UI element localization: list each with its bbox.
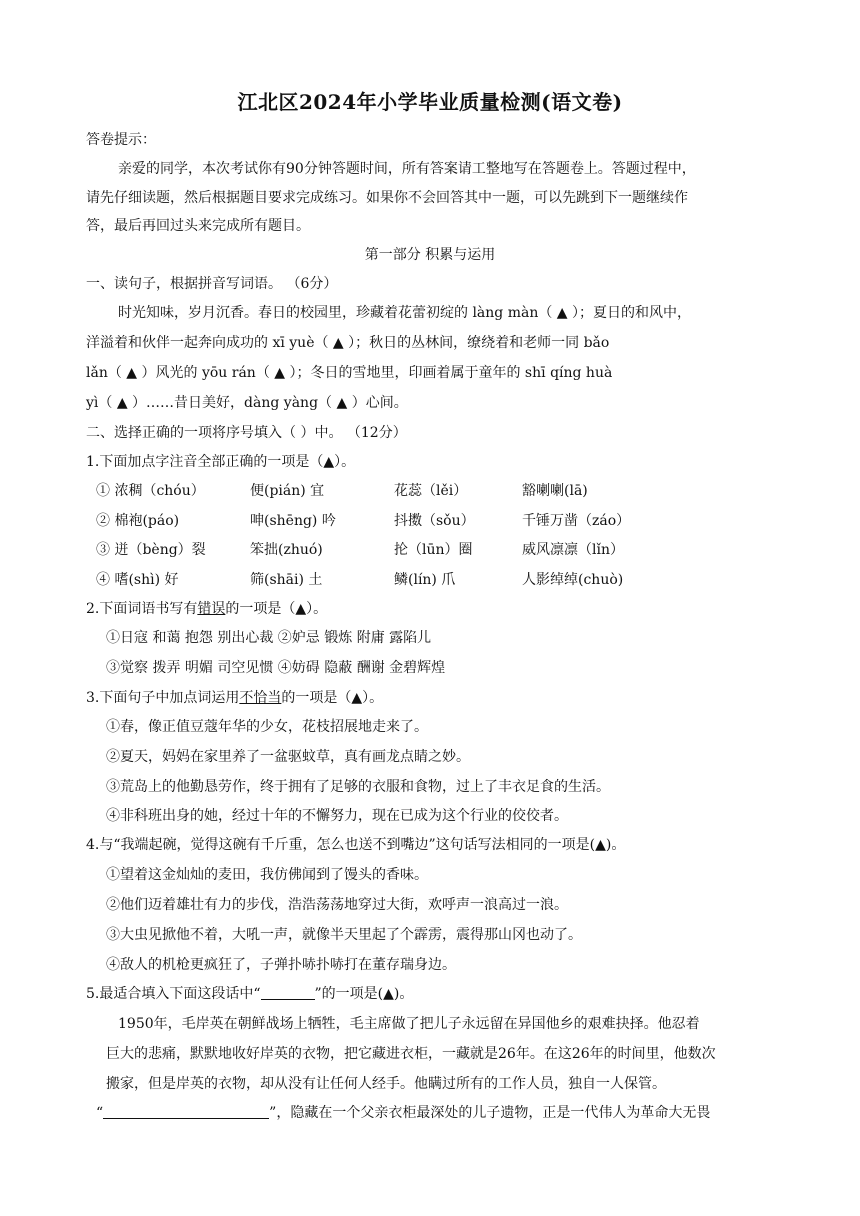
q2-4-stem: 4.与“我端起碗，觉得这碗有千斤重，怎么也送不到嘴边”这句话写法相同的一项是(▲)。 bbox=[86, 837, 626, 853]
stem-text: 的一项是（▲）。 bbox=[281, 690, 384, 706]
stem-text: 的一项是（▲）。 bbox=[225, 601, 328, 617]
option-cell: 抖擞（sǒu） bbox=[394, 513, 475, 529]
option-cell: 人影绰绰(chuò) bbox=[522, 572, 624, 588]
q2-3-row-1: ①春，像正值豆蔻年华的少女，花枝招展地走来了。 bbox=[106, 719, 428, 735]
q1-heading: 一、读句子，根据拼音写词语。 （6分） bbox=[86, 276, 338, 292]
para-text: ”，隐藏在一个父亲衣柜最深处的儿子遗物，正是一代伟人为革命大无畏 bbox=[269, 1105, 711, 1121]
q2-2-row-2: ③觉察 拨弄 明媚 司空见惯 ④妨碍 隐蔽 酬谢 金碧辉煌 bbox=[106, 660, 446, 676]
intro-line-1: 亲爱的同学，本次考试你有90分钟答题时间，所有答案请工整地写在答题卷上。答题过程中， bbox=[118, 161, 696, 177]
q1-line-3: lǎn（ ▲ ）风光的 yōu rán（ ▲ ）；冬日的雪地里，印画着属于童年的 shī qíng huà bbox=[86, 365, 613, 381]
option-cell: 豁喇喇(lā) bbox=[522, 483, 588, 499]
option-cell: ① 浓稠（chóu） bbox=[96, 483, 205, 499]
q2-1-stem: 1.下面加点字注音全部正确的一项是（▲）。 bbox=[86, 454, 356, 470]
option-cell: 抡（lūn）圈 bbox=[394, 542, 473, 558]
q2-3-row-4: ④非科班出身的她，经过十年的不懈努力，现在已成为这个行业的佼佼者。 bbox=[106, 808, 568, 824]
exam-title: 江北区2024年小学毕业质量检测(语文卷) bbox=[237, 90, 623, 114]
stem-text: ”的一项是(▲)。 bbox=[314, 986, 414, 1002]
option-cell: 威风凛凛（lǐn） bbox=[522, 542, 624, 558]
intro-line-3: 答，最后再回过头来完成所有题目。 bbox=[86, 218, 310, 234]
stem-text: 2.下面词语书写有 bbox=[86, 601, 198, 617]
option-cell: ④ 嗜(shì) 好 bbox=[96, 572, 179, 588]
intro-line-2: 请先仔细读题，然后根据题目要求完成练习。如果你不会回答其中一题，可以先跳到下一题继续作 bbox=[86, 190, 688, 206]
fill-blank bbox=[103, 1104, 269, 1119]
option-cell: 呻(shēng) 吟 bbox=[250, 513, 336, 529]
stem-underlined: 错误 bbox=[197, 601, 226, 617]
q2-4-row-3: ③大虫见掀他不着，大吼一声，就像半天里起了个霹雳，震得那山冈也动了。 bbox=[106, 927, 582, 943]
q2-5-stem bbox=[86, 984, 413, 1004]
q2-2-row-1: ①日寇 和蔼 抱怨 别出心裁 ②妒忌 锻炼 附庸 露陷儿 bbox=[106, 630, 432, 646]
q2-3-stem bbox=[86, 688, 383, 708]
option-cell: 笨拙(zhuó) bbox=[250, 542, 323, 558]
q2-4-row-1: ①望着这金灿灿的麦田，我仿佛闻到了馒头的香味。 bbox=[106, 867, 428, 883]
quote-open: “ bbox=[96, 1105, 104, 1121]
option-cell: 花蕊（lěi） bbox=[394, 483, 468, 499]
q1-line-1: 时光知味，岁月沉香。春日的校园里，珍藏着花蕾初绽的 làng màn（ ▲ ）；夏日的和风中， bbox=[118, 305, 692, 321]
q2-5-para-1: 1950年，毛岸英在朝鲜战场上牺牲，毛主席做了把儿子永远留在异国他乡的艰难抉择。他忍着 bbox=[118, 1016, 700, 1032]
option-cell: 筛(shāi) 土 bbox=[250, 572, 323, 588]
q2-heading: 二、选择正确的一项将序号填入（ ）中。 （12分） bbox=[86, 425, 407, 441]
option-cell: 千锤万凿（záo） bbox=[522, 513, 631, 529]
stem-text: 5.最适合填入下面这段话中“ bbox=[86, 986, 261, 1002]
q2-5-para-3: 搬家，但是岸英的衣物，却从没有让任何人经手。他瞒过所有的工作人员，独自一人保管。 bbox=[106, 1076, 666, 1092]
q2-3-row-3: ③荒岛上的他勤恳劳作，终于拥有了足够的衣服和食物，过上了丰衣足食的生活。 bbox=[106, 779, 610, 795]
option-cell: 鳞(lín) 爪 bbox=[394, 572, 456, 588]
option-cell: ③ 迸（bèng）裂 bbox=[96, 542, 206, 558]
fill-blank bbox=[261, 985, 315, 1000]
option-cell: ② 棉袍(páo) bbox=[96, 513, 180, 529]
q2-4-row-4: ④敌人的机枪更疯狂了，子弹扑哧扑哧打在董存瑞身边。 bbox=[106, 957, 456, 973]
q2-5-para-4 bbox=[96, 1103, 710, 1123]
q1-line-4: yì（ ▲ ）……昔日美好，dàng yàng（ ▲ ）心间。 bbox=[86, 395, 408, 411]
notes-label: 答卷提示： bbox=[86, 132, 156, 148]
q2-3-row-2: ②夏天，妈妈在家里养了一盆驱蚊草，真有画龙点睛之妙。 bbox=[106, 749, 470, 765]
part1-heading: 第一部分 积累与运用 bbox=[364, 247, 496, 263]
q2-5-para-2: 巨大的悲痛，默默地收好岸英的衣物，把它藏进衣柜，一藏就是26年。在这26年的时间里，他数次 bbox=[106, 1046, 716, 1062]
q2-2-stem bbox=[86, 599, 327, 619]
q2-4-row-2: ②他们迈着雄壮有力的步伐，浩浩荡荡地穿过大街，欢呼声一浪高过一浪。 bbox=[106, 897, 568, 913]
stem-text: 3.下面句子中加点词运用 bbox=[86, 690, 240, 706]
option-cell: 便(pián) 宜 bbox=[250, 483, 325, 499]
stem-underlined: 不恰当 bbox=[239, 690, 282, 706]
q1-line-2: 洋溢着和伙伴一起奔向成功的 xī yuè（ ▲ ）；秋日的丛林间，缭绕着和老师一同 bǎo bbox=[86, 335, 610, 351]
